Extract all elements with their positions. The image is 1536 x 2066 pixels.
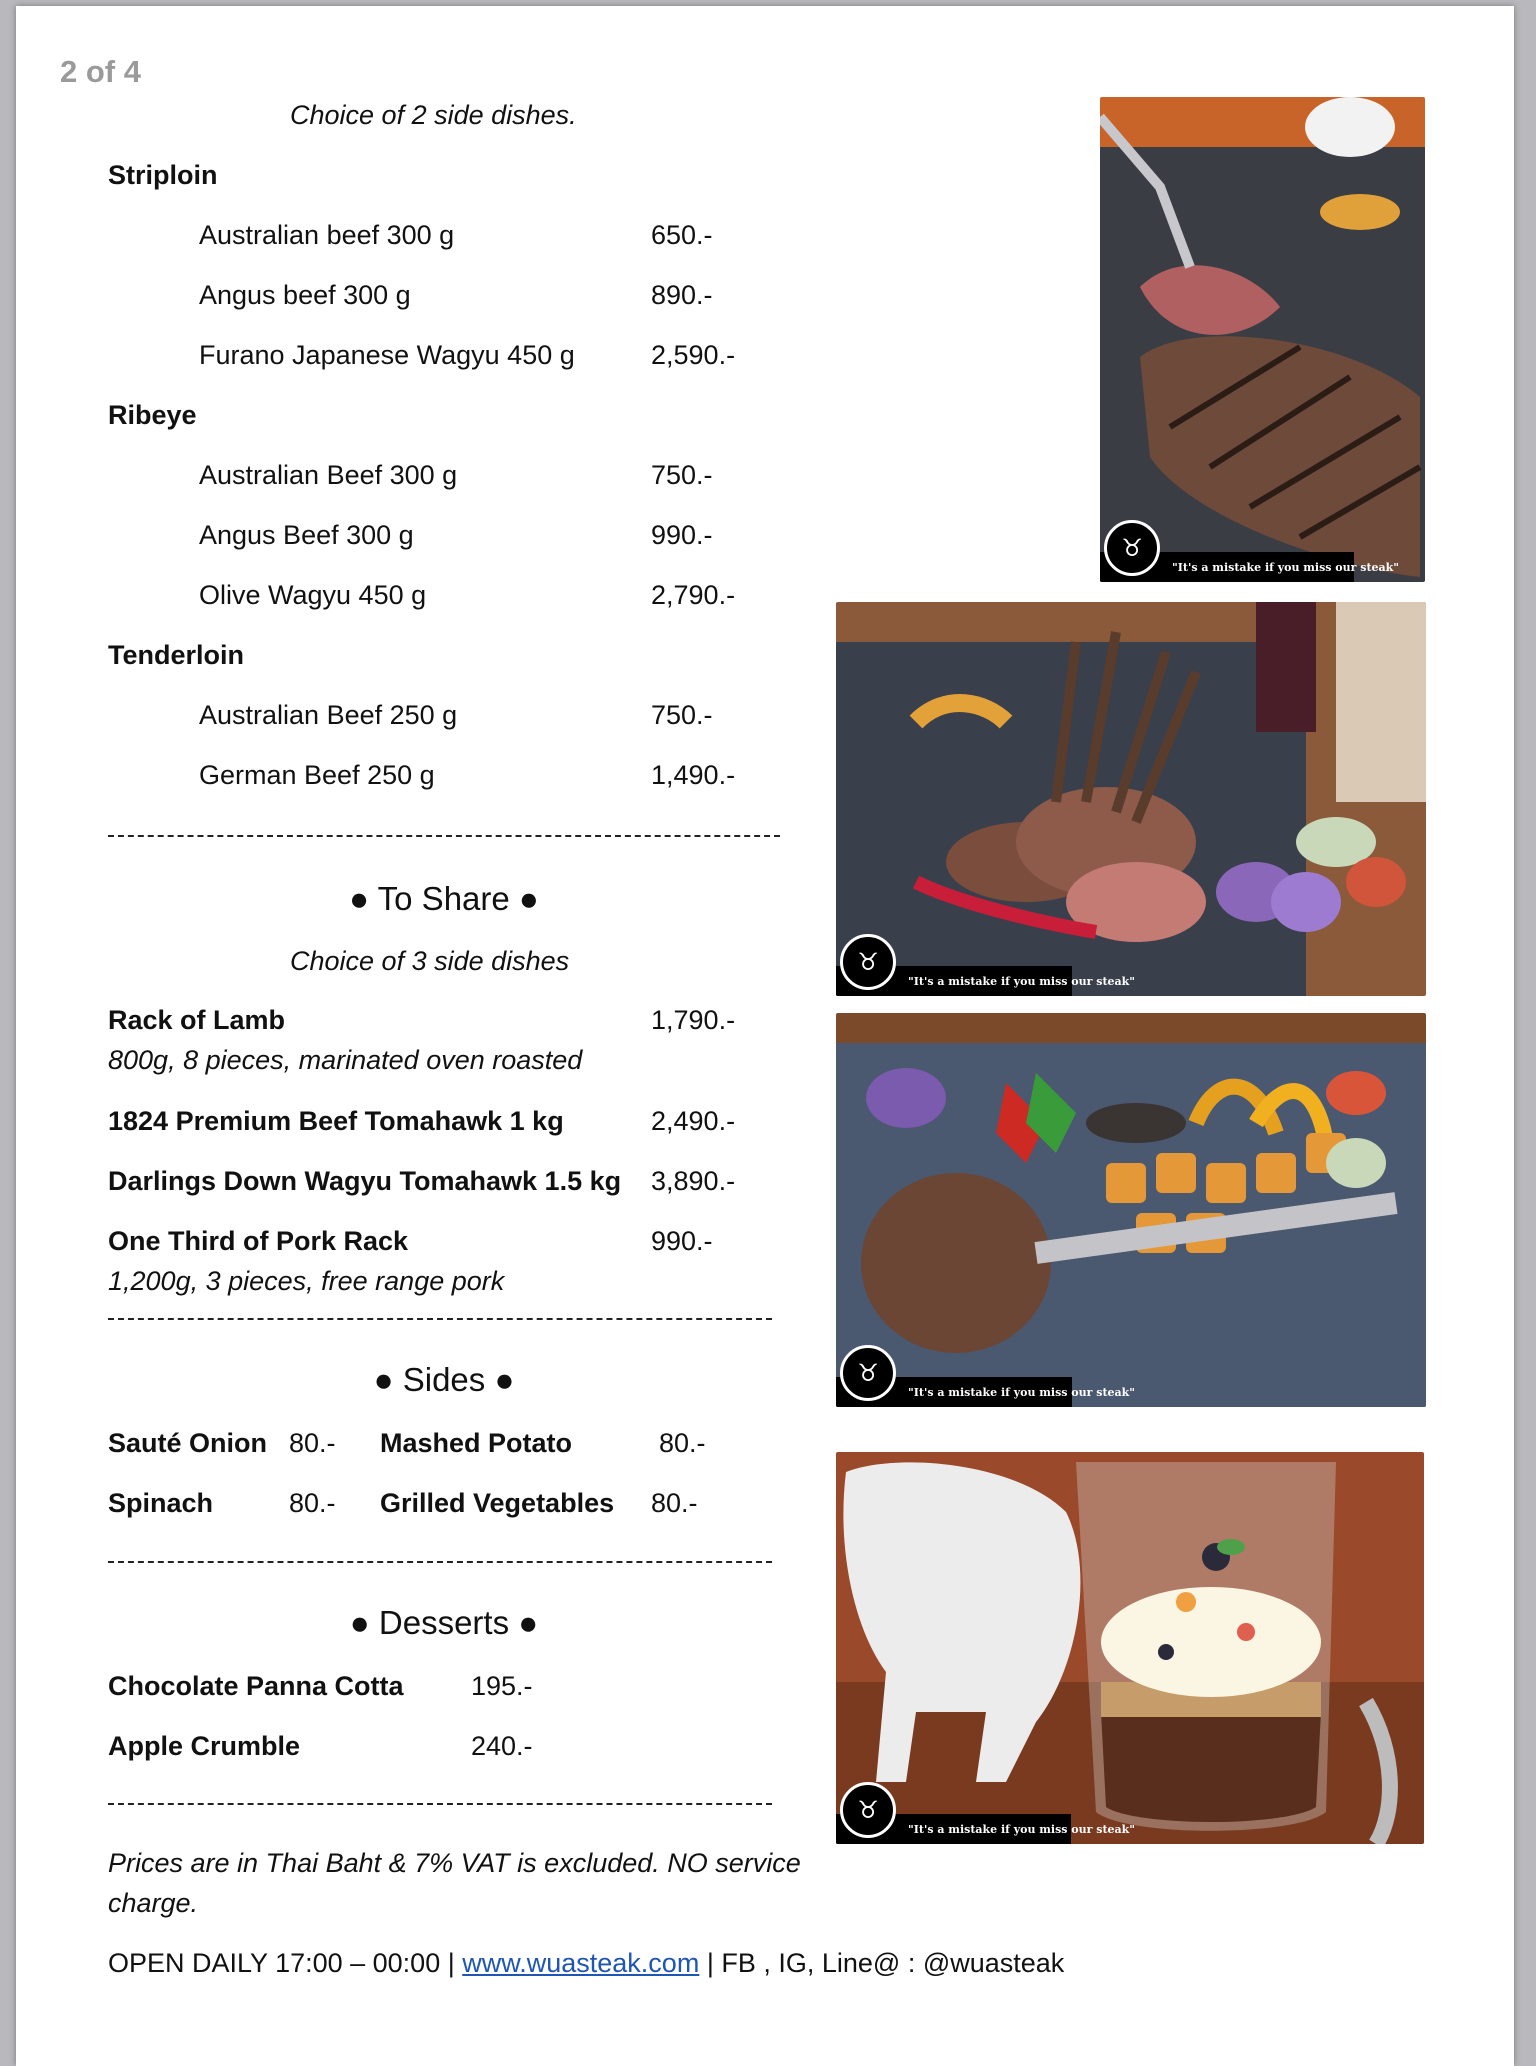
watermark-text: "It's a mistake if you miss our steak" [1172, 561, 1400, 574]
menu-item-name: Australian Beef 250 g [199, 700, 458, 730]
photo-watermark [836, 924, 1426, 996]
price-note-line2: charge. [108, 1888, 199, 1918]
menu-item-price: 2,790.- [651, 580, 736, 610]
photo-watermark [836, 1335, 1426, 1407]
opening-hours [108, 1946, 1064, 1980]
desserts-heading: ● Desserts ● [349, 1604, 539, 1641]
menu-item-price: 990.- [651, 520, 713, 550]
menu-item-price: 750.- [651, 460, 713, 490]
page-indicator: 2 of 4 [60, 54, 141, 89]
menu-item-price: 1,790.- [651, 1005, 736, 1035]
menu-item-name: German Beef 250 g [199, 760, 435, 790]
section-divider [108, 835, 780, 837]
dessert-item-name: Chocolate Panna Cotta [108, 1671, 404, 1701]
watermark-text: "It's a mistake if you miss our steak" [908, 975, 1136, 988]
section-divider [108, 1803, 772, 1805]
menu-item-description: 800g, 8 pieces, marinated oven roasted [108, 1045, 583, 1075]
steaks-note: Choice of 2 side dishes. [290, 100, 577, 130]
menu-item-price: 2,590.- [651, 340, 736, 370]
side-item-name: Mashed Potato [380, 1428, 573, 1458]
menu-item-name: Olive Wagyu 450 g [199, 580, 427, 610]
menu-item-name: Angus beef 300 g [199, 280, 411, 310]
dessert-photo [836, 1452, 1424, 1844]
group-title-ribeye: Ribeye [108, 400, 197, 430]
menu-item-name: 1824 Premium Beef Tomahawk 1 kg [108, 1106, 564, 1136]
side-item-name: Spinach [108, 1488, 214, 1518]
side-item-price: 80.- [659, 1428, 706, 1458]
menu-item-price: 750.- [651, 700, 713, 730]
menu-item-price: 990.- [651, 1226, 713, 1256]
menu-item-description: 1,200g, 3 pieces, free range pork [108, 1266, 505, 1296]
menu-item-name: Angus Beef 300 g [199, 520, 414, 550]
menu-item-name: Darlings Down Wagyu Tomahawk 1.5 kg [108, 1166, 622, 1196]
watermark-text: "It's a mistake if you miss our steak" [908, 1386, 1136, 1399]
side-item-name: Grilled Vegetables [380, 1488, 615, 1518]
side-item-name: Sauté Onion [108, 1428, 268, 1458]
price-note-line1: Prices are in Thai Baht & 7% VAT is excluded. NO service [108, 1848, 801, 1878]
to-share-heading: ● To Share ● [349, 880, 539, 917]
striploin-steak-photo [1100, 97, 1425, 582]
menu-item-name: Rack of Lamb [108, 1005, 286, 1035]
menu-item-price: 2,490.- [651, 1106, 736, 1136]
rack-of-lamb-photo [836, 602, 1426, 996]
menu-page [16, 6, 1514, 2066]
menu-item-name: Furano Japanese Wagyu 450 g [199, 340, 575, 370]
photo-watermark [1100, 510, 1425, 582]
group-title-striploin: Striploin [108, 160, 218, 190]
bull-head-icon: ♉ [1104, 520, 1160, 576]
social-handles: | FB , IG, Line@ : @wuasteak [699, 1948, 1065, 1978]
menu-item-price: 3,890.- [651, 1166, 736, 1196]
watermark-text: "It's a mistake if you miss our steak" [908, 1823, 1136, 1836]
side-item-price: 80.- [289, 1488, 336, 1518]
side-item-price: 80.- [289, 1428, 336, 1458]
section-divider [108, 1561, 772, 1563]
dessert-item-name: Apple Crumble [108, 1731, 301, 1761]
bull-head-icon: ♉ [840, 1345, 896, 1401]
group-title-tenderloin: Tenderloin [108, 640, 245, 670]
menu-item-price: 1,490.- [651, 760, 736, 790]
website-link[interactable]: www.wuasteak.com [462, 1948, 700, 1978]
bull-head-icon: ♉ [840, 934, 896, 990]
bull-head-icon: ♉ [840, 1782, 896, 1838]
opening-hours-text: OPEN DAILY 17:00 – 00:00 | [108, 1948, 463, 1978]
section-divider [108, 1318, 772, 1320]
dessert-item-price: 195.- [471, 1671, 533, 1701]
menu-item-name: Australian Beef 300 g [199, 460, 458, 490]
to-share-note: Choice of 3 side dishes [290, 946, 570, 976]
menu-item-name: Australian beef 300 g [199, 220, 455, 250]
tomahawk-photo [836, 1013, 1426, 1407]
photo-watermark [836, 1772, 1424, 1844]
menu-item-price: 890.- [651, 280, 713, 310]
menu-item-name: One Third of Pork Rack [108, 1226, 409, 1256]
sides-heading: ● Sides ● [373, 1361, 515, 1398]
menu-item-price: 650.- [651, 220, 713, 250]
dessert-item-price: 240.- [471, 1731, 533, 1761]
side-item-price: 80.- [651, 1488, 698, 1518]
